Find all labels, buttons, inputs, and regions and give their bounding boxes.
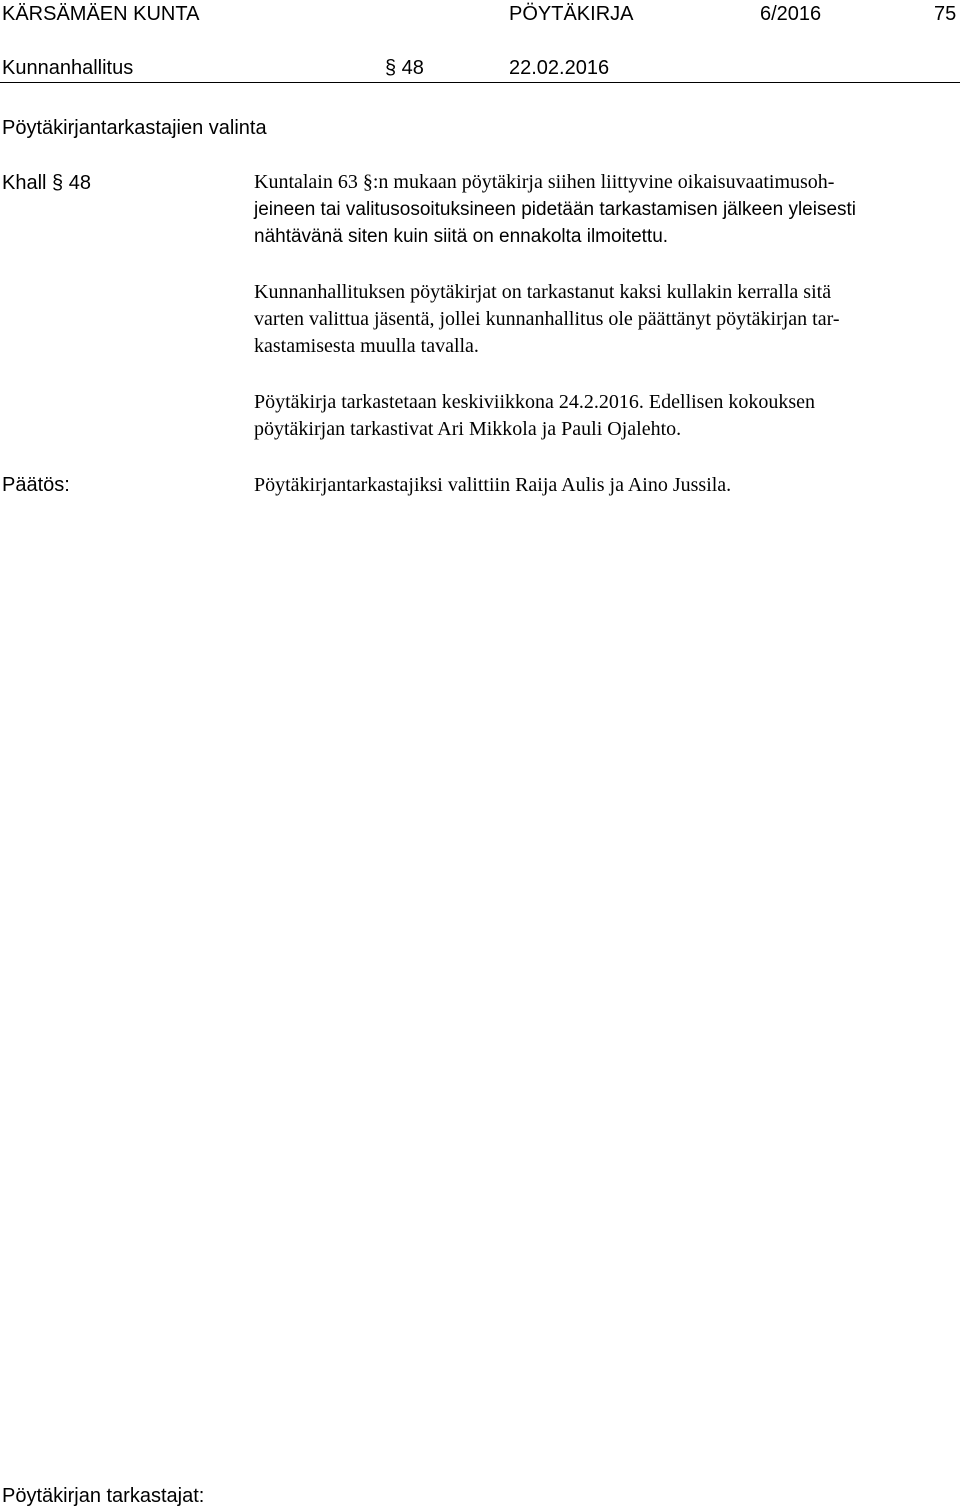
paragraph-line: nähtävänä siten kuin siitä on ennakolta ilmoitettu.: [254, 226, 669, 247]
section-reference: Khall § 48: [2, 172, 91, 194]
paragraph-legal-basis: [254, 169, 934, 250]
decision-label: Päätös:: [2, 474, 70, 496]
page-number: 75: [934, 3, 957, 25]
document-type: PÖYTÄKIRJA: [509, 3, 634, 25]
paragraph-line: Kuntalain 63 §:n mukaan pöytäkirja siihen liittyvine oikaisuvaatimusoh-: [254, 171, 835, 193]
header-rule: [0, 82, 960, 83]
paragraph-line: jeineen tai valitusosoituksineen pidetään tarkastamisen jälkeen yleisesti: [254, 199, 857, 220]
paragraph-line: varten valittua jäsentä, jollei kunnanhallitus ole päättänyt pöytäkirjan tar-: [254, 308, 840, 330]
paragraph-line: pöytäkirjan tarkastivat Ari Mikkola ja Pauli Ojalehto.: [254, 418, 682, 440]
item-title: Pöytäkirjantarkastajien valinta: [2, 117, 267, 139]
paragraph-line: Kunnanhallituksen pöytäkirjat on tarkastanut kaksi kullakin kerralla sitä: [254, 281, 832, 303]
paragraph-line: kastamisesta muulla tavalla.: [254, 335, 479, 357]
paragraph-line: Pöytäkirja tarkastetaan keskiviikkona 24.2.2016. Edellisen kokouksen: [254, 391, 815, 413]
municipality-name: KÄRSÄMÄEN KUNTA: [2, 3, 200, 25]
body-name: Kunnanhallitus: [2, 57, 134, 79]
issue-number: 6/2016: [760, 3, 822, 25]
meeting-date: 22.02.2016: [509, 57, 610, 79]
section-number: § 48: [385, 57, 424, 79]
signatures-label: Pöytäkirjan tarkastajat:: [2, 1485, 205, 1507]
paragraph-schedule: [254, 389, 934, 443]
decision-text: Pöytäkirjantarkastajiksi valittiin Raija Aulis ja Aino Jussila.: [254, 474, 732, 496]
paragraph-practice: [254, 279, 934, 360]
